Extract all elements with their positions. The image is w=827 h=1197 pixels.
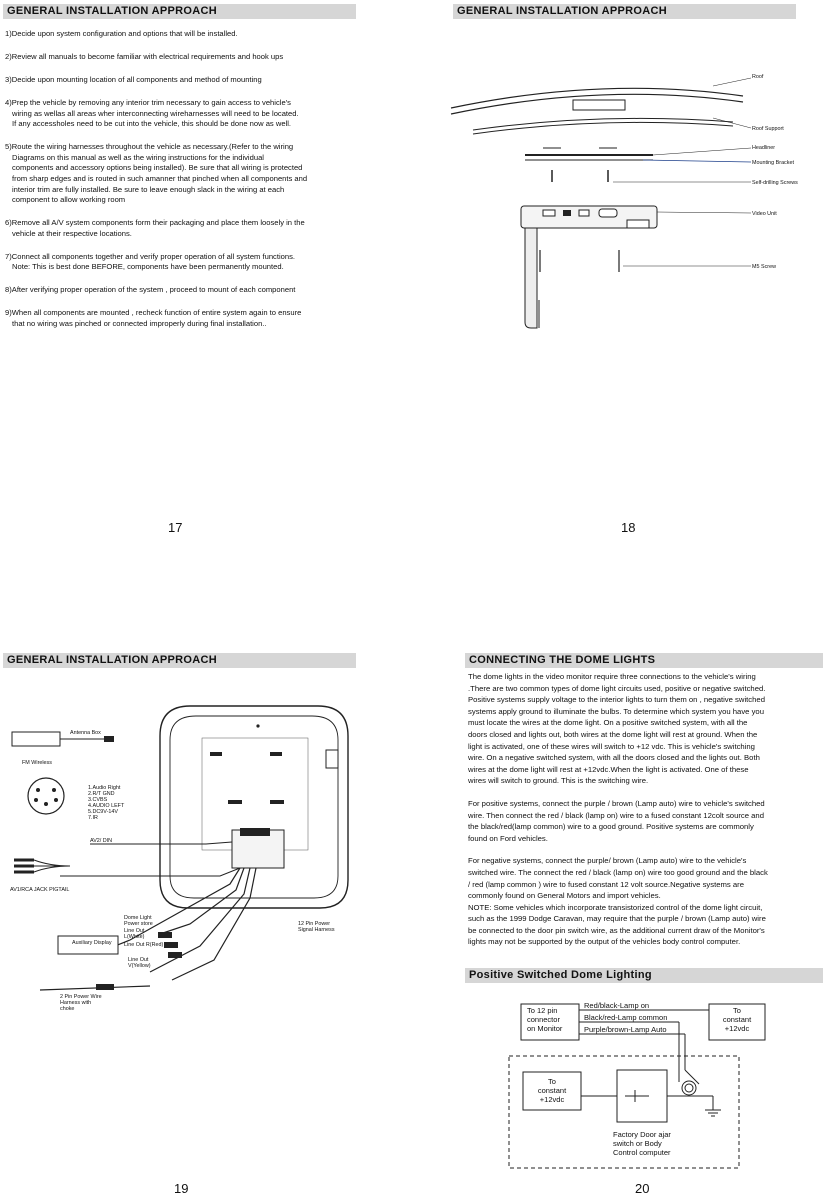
label-roof-support: Roof Support [752, 126, 784, 132]
mounting-diagram [413, 60, 827, 390]
page-20 [413, 640, 827, 1197]
page-18-header: GENERAL INSTALLATION APPROACH [453, 4, 796, 19]
label-2-pin: 2 Pin Power Wire Harness with choke [60, 994, 102, 1012]
paragraph-negative: For negative systems, connect the purple/ brown (Lamp auto) wire to the vehicle's switched wire. The connect the red / black (lamp on) wire too good ground and the black / red (lamp common ) wire to fused constant 12 volt source.Negative systems are commonly found on General Motors and import vehicles. NOTE: Some vehicles which incorporate transistorized control of the dome light circuit, such as the 1999 Dodge Caravan, may require that the purple / brown (Lamp auto) wire be connected to the door pin switch wire, as the additional current draw of the Monitor's lights may not be supported by the output of the vehicles body control computer. [468, 856, 768, 947]
page-19 [0, 640, 413, 1197]
page-number: 17 [168, 520, 183, 535]
step-4: 4)Prep the vehicle by removing any interior trim necessary to gain access to vehicle's wiring as wellas all areas wher interconnecting wireharnesses will need to be located. If any accessholes need to be cut into the vehicle, this should be done now as well. [5, 97, 299, 129]
page-19-header: GENERAL INSTALLATION APPROACH [3, 653, 356, 668]
step-1: 1)Decide upon system configuration and options that will be installed. [5, 29, 238, 38]
page-number: 19 [174, 1181, 189, 1196]
label-antenna-box: Antenna Box [70, 730, 101, 736]
page-20-header: CONNECTING THE DOME LIGHTS [465, 653, 823, 668]
paragraph-intro: The dome lights in the video monitor require three connections to the vehicle's wiring .There are two common types of dome light circuits used, positive or negative switched. Positive systems supply voltage to the interior lights to turn them on , negative switched systems apply ground to illuminate the bulbs. To determine which system you have you must locate the wires at the dome light. On a positive switched system, with all the doors closed and lights out, both wires at the dome light will rest at ground. When the light is activated, one of these wires will switch to +12 vdc. This is vehicle's switching wire. On a negative switched system, with all the doors closed and the lights out. Both wires at the dome light will rest at +12vdc.When the light is activated. One of these wires will switch to ground. This is the switching wire. [468, 672, 766, 786]
wire-purple-brown: Purple/brown-Lamp Auto [584, 1025, 667, 1034]
wiring-diagram [0, 680, 413, 1010]
page-number: 18 [621, 520, 636, 535]
label-aux-display: Auxiliary Display [72, 940, 112, 946]
jack-pin-list: 1.Audio Right 2.R/T GND 3.CVBS 4.AUDIO LEFT 5.DC9V-14V 7.IR [88, 785, 125, 821]
step-6: 6)Remove all A/V system components form their packaging and place them loosely in the vehicle at their respective locations. [5, 218, 305, 238]
label-video-unit: Video Unit [752, 211, 777, 217]
to-constant-top: To constant +12vdc [722, 1006, 752, 1033]
label-line-out-v: Line Out V(Yellow) [128, 957, 151, 969]
label-dome-light: Dome Light Power store [124, 915, 153, 927]
label-av1-rca: AV1/RCA JACK PIGTAIL [10, 887, 70, 893]
installation-steps [5, 29, 405, 342]
to-constant-bottom: To constant +12vdc [537, 1077, 567, 1104]
wire-black-red: Black/red-Lamp common [584, 1013, 668, 1022]
page-number: 20 [635, 1181, 650, 1196]
label-12-pin: 12 Pin Power Signal Harness [298, 921, 335, 933]
page-18 [413, 0, 827, 560]
label-fm-wireless: FM Wireless [22, 760, 52, 766]
dome-light-text [468, 671, 826, 959]
label-line-out-l: Line Out L(White) [124, 928, 145, 940]
label-roof: Roof [752, 74, 764, 80]
label-av2-din: AV2/ DIN [90, 838, 113, 844]
label-self-drilling-screws: Self-drilling Screws [752, 180, 798, 186]
factory-switch-label: Factory Door ajar switch or Body Control computer [613, 1130, 671, 1157]
step-5: 5)Route the wiring harnesses throughout the vehicle as necessary.(Refer to the wiring Diagrams on this manual as well as the wiring instructions for the individual components and accessory options being installed). Be sure that all wiring is protected from sharp edges and is routed in such amanner that pinched when all components and interior trim are fully installed. Be sure to leave enough slack in the wiring at each component to allow working room [5, 142, 308, 205]
step-8: 8)After verifying proper operation of the system , proceed to mount of each component [5, 285, 296, 295]
label-mounting-bracket: Mounting Bracket [752, 160, 794, 166]
step-7: 7)Connect all components together and verify proper operation of all system functions. Note: This is best done BEFORE, components have been permanently mounted. [5, 251, 295, 272]
label-headliner: Headliner [752, 145, 776, 151]
label-line-out-r: Line Out R(Red) [124, 942, 164, 948]
step-3: 3)Decide upon mounting location of all components and method of mounting [5, 74, 262, 84]
positive-switched-subheader: Positive Switched Dome Lighting [465, 968, 823, 983]
page-17-header: GENERAL INSTALLATION APPROACH [3, 4, 356, 19]
wire-red-black: Red/black-Lamp on [584, 1001, 650, 1010]
label-m5-screw: M5 Screw [752, 264, 776, 270]
step-2: 2)Review all manuals to become familiar with electrical requirements and hook ups [5, 51, 284, 61]
page-17 [0, 0, 413, 560]
connector-label: To 12 pin connector on Monitor [527, 1006, 563, 1033]
step-9: 9)When all components are mounted , recheck function of entire system again to ensure that no wiring was pinched or connected improperly during final installation.. [5, 308, 302, 328]
paragraph-positive: For positive systems, connect the purple / brown (Lamp auto) wire to vehicle's switched wire. Then connect the red / black (lamp on) wire to a fused constant 12colt source and the black/red(lamp common) wire to a good ground. Positive systems are commonly found on Ford vehicles. [468, 798, 765, 843]
